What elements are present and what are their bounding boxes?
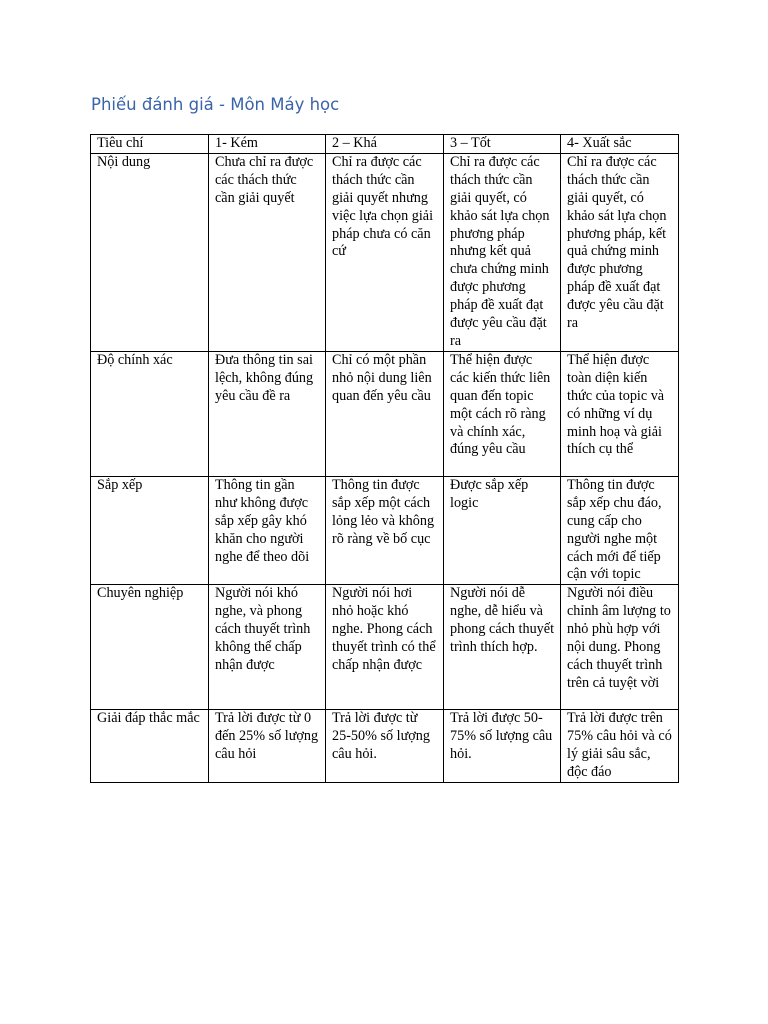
table-cell: Người nói điều chỉnh âm lượng to nhỏ phù hợp với nội dung. Phong cách thuyết trình trên cả tuyệt vời <box>561 585 679 710</box>
table-cell: Trả lời được từ 0 đến 25% số lượng câu hỏi <box>209 710 326 783</box>
rubric-table <box>90 134 679 783</box>
table-cell: Thông tin được sắp xếp chu đáo, cung cấp cho người nghe một cách mới để tiếp cận với topic <box>561 476 679 584</box>
table-cell: Đưa thông tin sai lệch, không đúng yêu cầu đề ra <box>209 351 326 476</box>
table-cell: Trả lời được trên 75% câu hỏi và có lý giải sâu sắc, độc đáo <box>561 710 679 783</box>
criterion-cell: Nội dung <box>91 153 209 351</box>
header-level-3: 3 – Tốt <box>444 135 561 154</box>
criterion-cell: Chuyên nghiệp <box>91 585 209 710</box>
header-level-2: 2 – Khá <box>326 135 444 154</box>
table-cell: Người nói khó nghe, và phong cách thuyết trình không thể chấp nhận được <box>209 585 326 710</box>
table-cell: Thông tin gần như không được sắp xếp gây khó khăn cho người nghe để theo dõi <box>209 476 326 584</box>
table-cell: Chỉ có một phần nhỏ nội dung liên quan đến yêu cầu <box>326 351 444 476</box>
table-row <box>91 710 679 783</box>
criterion-cell: Giải đáp thắc mắc <box>91 710 209 783</box>
table-row <box>91 585 679 710</box>
table-cell: Trả lời được từ 25-50% số lượng câu hỏi. <box>326 710 444 783</box>
table-row <box>91 476 679 584</box>
table-cell: Người nói dễ nghe, dễ hiểu và phong cách thuyết trình thích hợp. <box>444 585 561 710</box>
table-cell: Được sắp xếp logic <box>444 476 561 584</box>
table-cell: Người nói hơi nhỏ hoặc khó nghe. Phong cách thuyết trình có thể chấp nhận được <box>326 585 444 710</box>
header-level-1: 1- Kém <box>209 135 326 154</box>
criterion-cell: Độ chính xác <box>91 351 209 476</box>
table-cell: Chưa chỉ ra được các thách thức cần giải quyết <box>209 153 326 351</box>
header-criterion: Tiêu chí <box>91 135 209 154</box>
table-cell: Thể hiện được toàn diện kiến thức của topic và có những ví dụ minh hoạ và giải thích cụ thể <box>561 351 679 476</box>
table-header-row <box>91 135 679 154</box>
table-cell: Chỉ ra được các thách thức cần giải quyết, có khảo sát lựa chọn phương pháp nhưng kết quả chưa chứng minh được phương pháp đề xuất đạt được yêu cầu đặt ra <box>444 153 561 351</box>
table-cell: Chỉ ra được các thách thức cần giải quyết nhưng việc lựa chọn giải pháp chưa có căn cứ <box>326 153 444 351</box>
header-level-4: 4- Xuất sắc <box>561 135 679 154</box>
criterion-cell: Sắp xếp <box>91 476 209 584</box>
table-cell: Thông tin được sắp xếp một cách lỏng lẻo và không rõ ràng về bố cục <box>326 476 444 584</box>
document-title: Phiếu đánh giá - Môn Máy học <box>91 95 340 114</box>
table-row <box>91 351 679 476</box>
table-row <box>91 153 679 351</box>
table-cell: Thể hiện được các kiến thức liên quan đến topic một cách rõ ràng và chính xác, đúng yêu cầu <box>444 351 561 476</box>
table-cell: Chỉ ra được các thách thức cần giải quyết, có khảo sát lựa chọn phương pháp, kết quả chứng minh được phương pháp đề xuất đạt được yêu cầu đặt ra <box>561 153 679 351</box>
table-cell: Trả lời được 50-75% số lượng câu hỏi. <box>444 710 561 783</box>
